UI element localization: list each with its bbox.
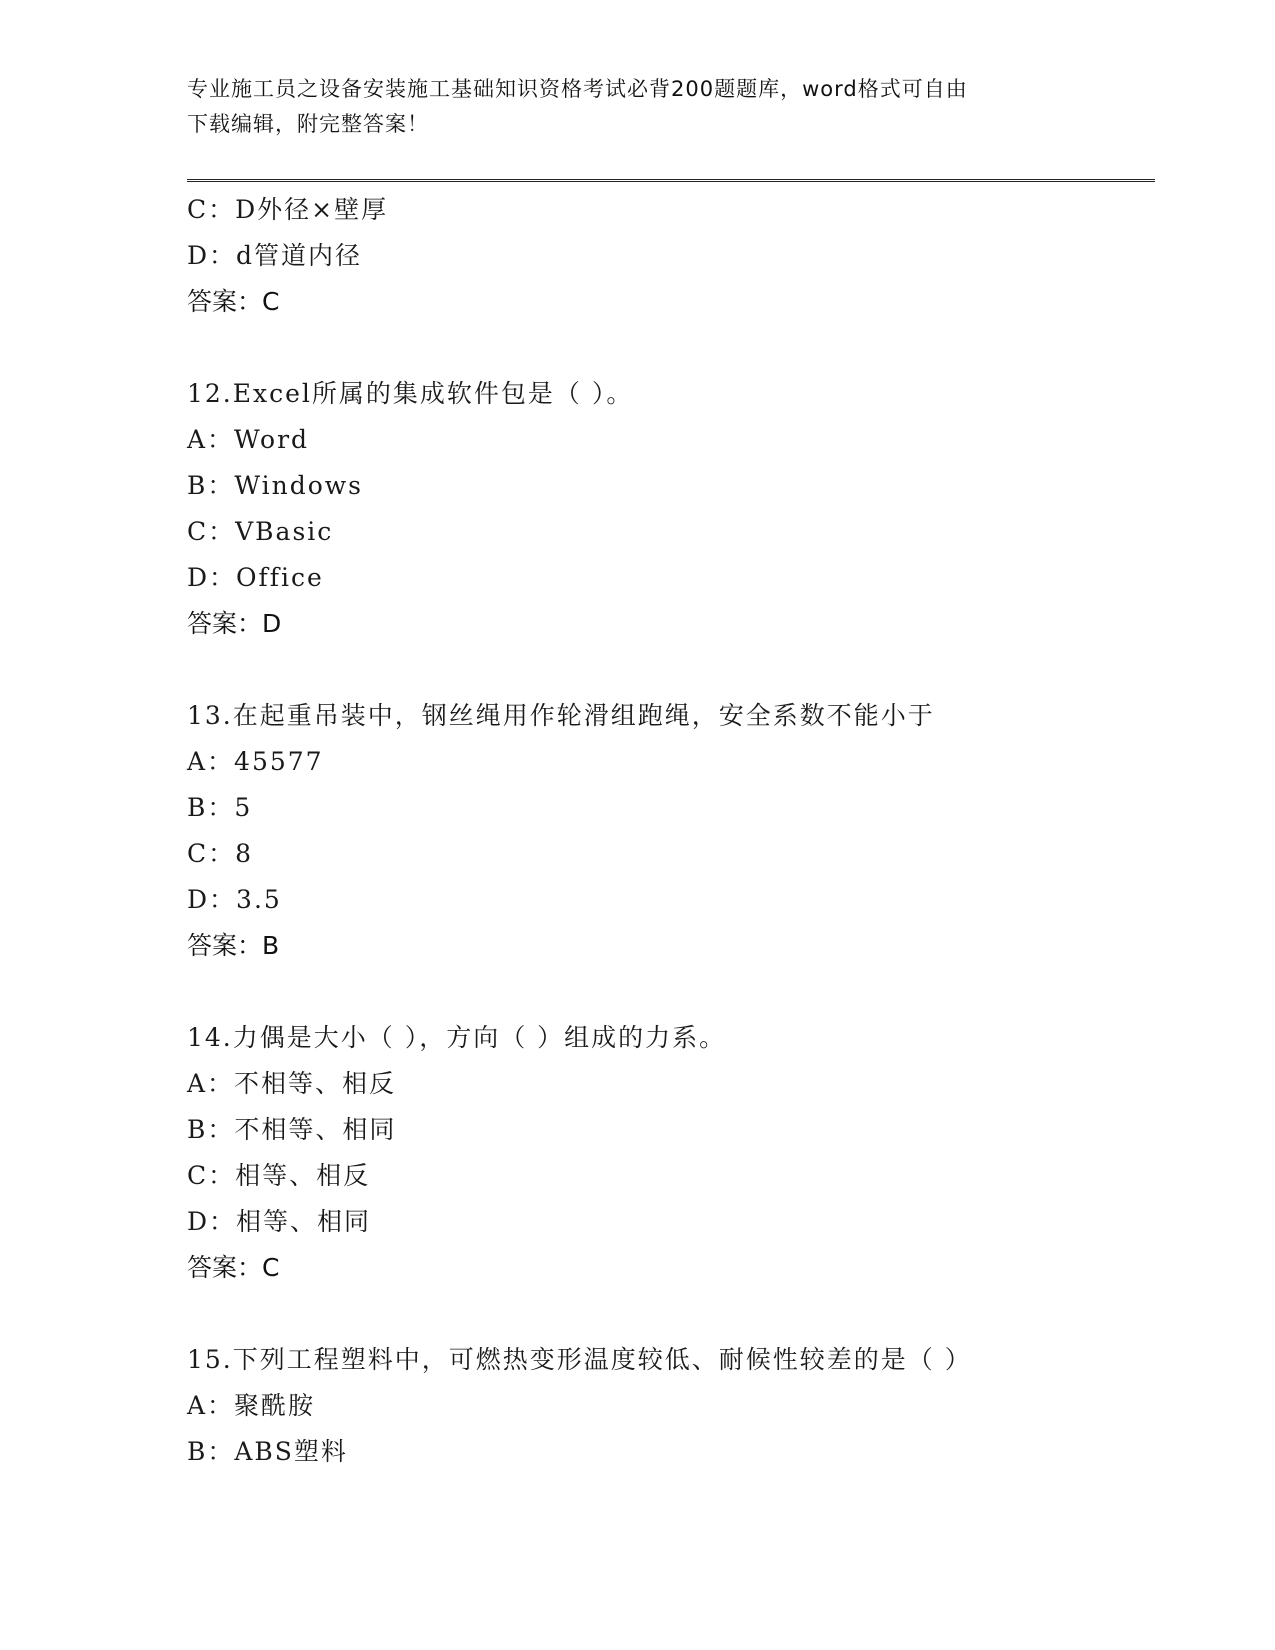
spacer [187,969,1155,1015]
header-divider [187,179,1155,182]
spacer [187,1291,1155,1337]
option-b: B：不相等、相同 [187,1115,397,1144]
question-stem: 15.下列工程塑料中，可燃热变形温度较低、耐候性较差的是（ ） [187,1345,972,1374]
option-c: C：D外径×壁厚 [187,195,389,224]
option-b: B：ABS塑料 [187,1437,348,1466]
question-13 [187,693,1155,969]
option-c: C：8 [187,839,254,868]
answer-line: 答案：D [187,609,282,638]
option-d: D：相等、相同 [187,1207,372,1236]
option-a: A：45577 [187,747,324,776]
answer-line: 答案：B [187,931,280,960]
question-stem: 13.在起重吊装中，钢丝绳用作轮滑组跑绳，安全系数不能小于 [187,701,935,730]
question-14 [187,1015,1155,1291]
answer-line: 答案：C [187,1253,280,1282]
header-line-2: 下载编辑，附完整答案！ [187,112,429,136]
option-a: A：Word [187,425,310,454]
question-list [187,187,1155,1475]
option-c: C：相等、相反 [187,1161,371,1190]
header-line-1: 专业施工员之设备安装施工基础知识资格考试必背200题题库，word格式可自由 [187,77,968,101]
spacer [187,647,1155,693]
question-11-partial [187,187,1155,325]
spacer [187,325,1155,371]
option-b: B：5 [187,793,253,822]
option-d: D：Office [187,563,324,592]
question-stem: 12.Excel所属的集成软件包是（ ）。 [187,379,634,408]
option-d: D：d管道内径 [187,241,363,270]
question-15 [187,1337,1155,1475]
answer-line: 答案：C [187,287,280,316]
option-b: B：Windows [187,471,364,500]
option-d: D：3.5 [187,885,282,914]
question-stem: 14.力偶是大小（ ），方向（ ）组成的力系。 [187,1023,727,1052]
option-a: A：不相等、相反 [187,1069,397,1098]
question-12 [187,371,1155,647]
option-c: C：VBasic [187,517,334,546]
option-a: A：聚酰胺 [187,1391,316,1420]
document-header [187,72,1087,142]
